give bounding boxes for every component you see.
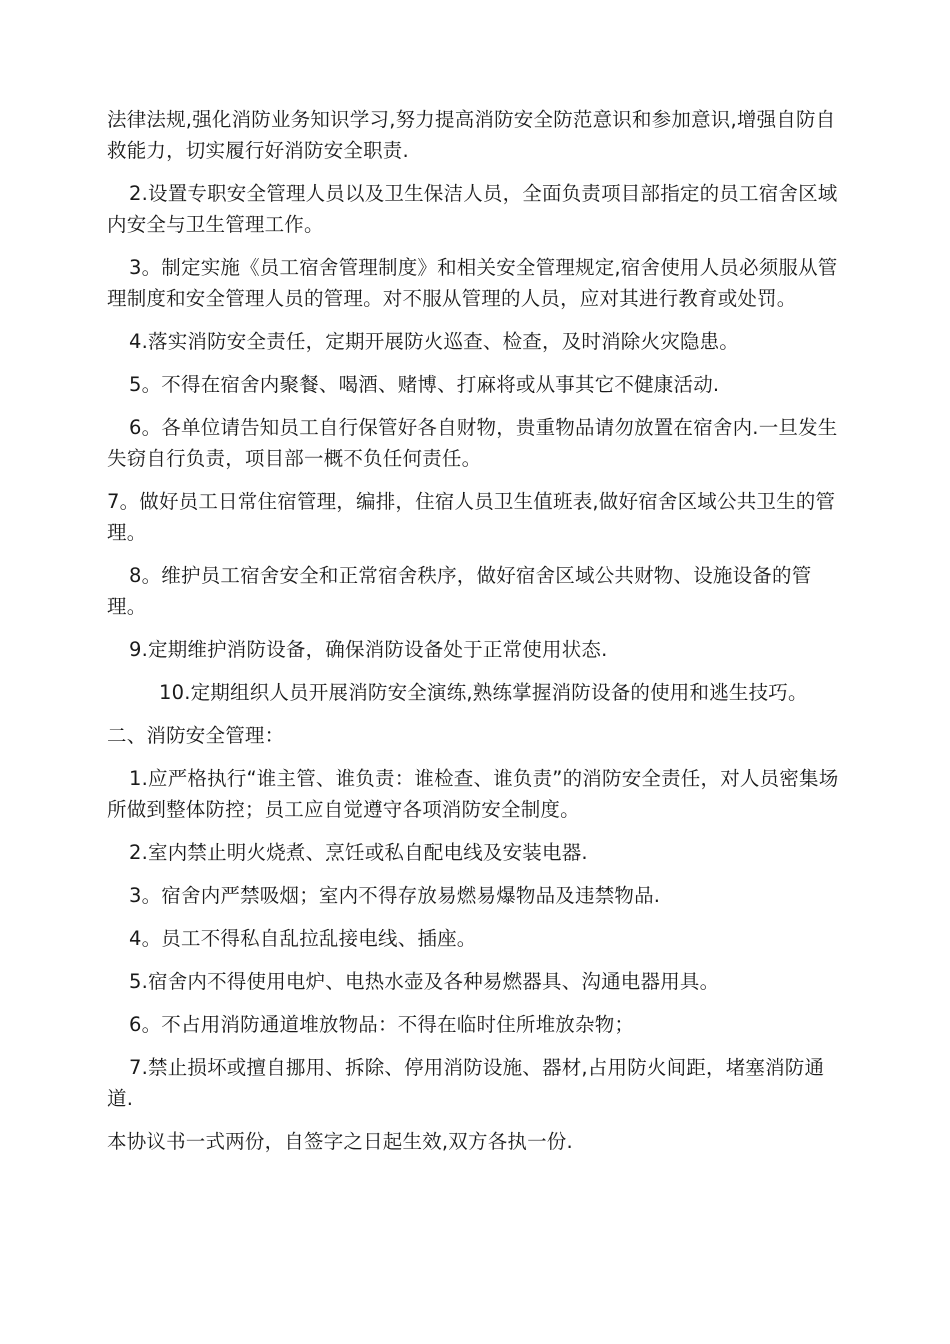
paragraph-item-5: 5。不得在宿舍内聚餐、喝酒、赌博、打麻将或从事其它不健康活动. [129,373,720,396]
section-heading-fire-safety: 二、消防安全管理： [107,724,285,747]
paragraph-item-10: 10.定期组织人员开展消防安全演练,熟练掌握消防设备的使用和逃生技巧。 [159,681,808,704]
paragraph-fire-item-4: 4。员工不得私自乱拉乱接电线、插座。 [129,927,477,950]
paragraph-item-3: 3。制定实施《员工宿舍管理制度》和相关安全管理规定,宿舍使用人员必须服从管理制度和安全管理人员的管理。对不服从管理的人员，应对其进行教育或处罚。 [107,256,838,310]
paragraph-item-9: 9.定期维护消防设备，确保消防设备处于正常使用状态. [129,638,608,661]
paragraph-item-4: 4.落实消防安全责任，定期开展防火巡查、检查，及时消除火灾隐患。 [129,330,740,353]
paragraph-fire-item-3: 3。宿舍内严禁吸烟；室内不得存放易燃易爆物品及违禁物品. [129,884,661,907]
paragraph-item-2: 2.设置专职安全管理人员以及卫生保洁人员，全面负责项目部指定的员工宿舍区域内安全与卫生管理工作。 [107,182,838,236]
paragraph-item-6: 6。各单位请告知员工自行保管好各自财物，贵重物品请勿放置在宿舍内.一旦发生失窃自行负责，项目部一概不负任何责任。 [107,416,838,470]
paragraph-item-8: 8。维护员工宿舍安全和正常宿舍秩序，做好宿舍区域公共财物、设施设备的管理。 [107,564,812,618]
document-page [107,104,845,1169]
paragraph-fire-item-2: 2.室内禁止明火烧煮、烹饪或私自配电线及安装电器. [129,841,588,864]
paragraph-closing: 本协议书一式两份，自签字之日起生效,双方各执一份. [107,1130,573,1153]
paragraph-fire-item-1: 1.应严格执行“谁主管、谁负责：谁检查、谁负责”的消防安全责任，对人员密集场所做到整体防控；员工应自觉遵守各项消防安全制度。 [107,767,839,821]
paragraph-fire-item-7: 7.禁止损坏或擅自挪用、拆除、停用消防设施、器材,占用防火间距，堵塞消防通道. [107,1056,825,1110]
paragraph-fire-item-5: 5.宿舍内不得使用电炉、电热水壶及各种易燃器具、沟通电器用具。 [129,970,720,993]
paragraph-fire-item-6: 6。不占用消防通道堆放物品：不得在临时住所堆放杂物； [129,1013,635,1036]
paragraph-continuation: 法律法规,强化消防业务知识学习,努力提高消防安全防范意识和参加意识,增强自防自救能力，切实履行好消防安全职责. [107,108,836,162]
paragraph-item-7: 7。做好员工日常住宿管理，编排，住宿人员卫生值班表,做好宿舍区域公共卫生的管理。 [107,490,836,544]
